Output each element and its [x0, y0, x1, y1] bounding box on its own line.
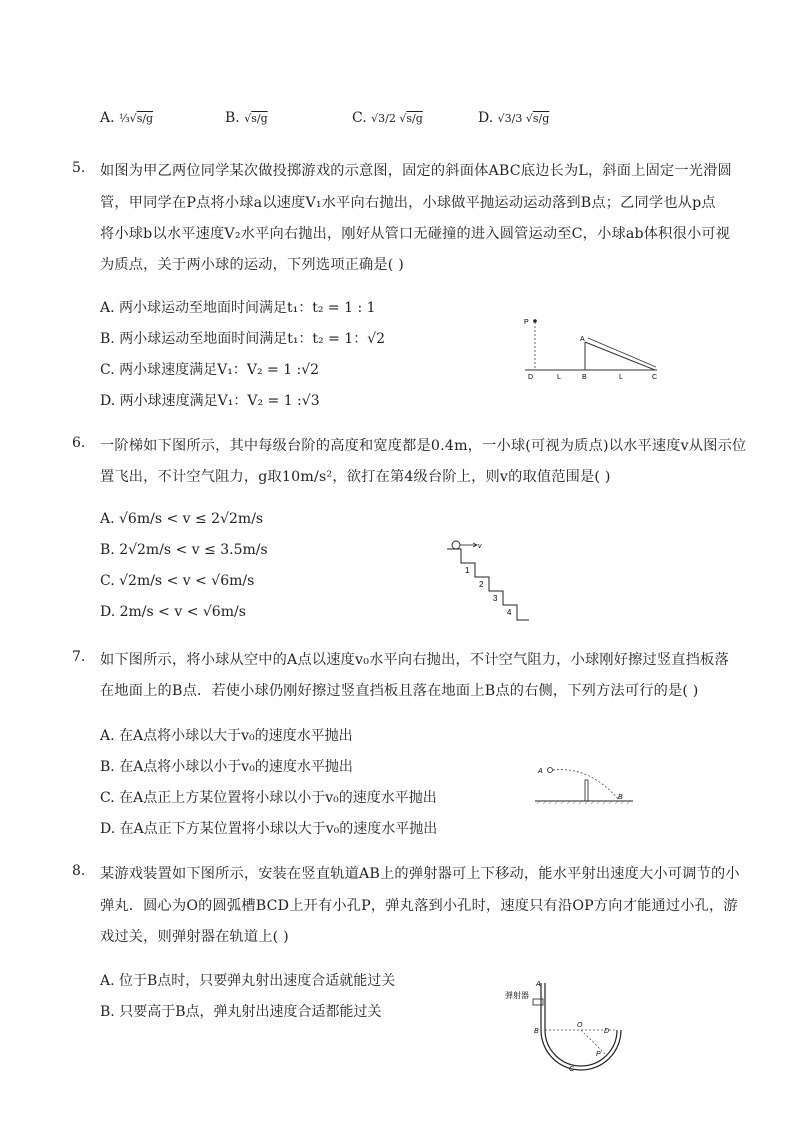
q5-option-a: A. 两小球运动至地面时间满足t₁：t₂ = 1 : 1: [100, 300, 376, 316]
q7-option-d: D. 在A点正下方某位置将小球以大于v₀的速度水平抛出: [100, 821, 438, 837]
q7-option-b: B. 在A点将小球以小于v₀的速度水平抛出: [100, 759, 353, 775]
q8-option-a: A. 位于B点时，只要弹丸射出速度合适就能过关: [100, 973, 396, 989]
q4-option-d: D. √3/3 √s/g: [478, 110, 550, 126]
q8-radius-op: [581, 1030, 605, 1054]
q7-line-2: 在地面上的B点．若使小球仍刚好擦过竖直挡板且落在地面上B点的右侧，下列方法可行的是( ): [100, 683, 699, 699]
q8-arc-bcd-outer: [541, 1030, 621, 1070]
q8-label-p: P: [596, 1051, 601, 1058]
q5-label-l2: L: [619, 374, 623, 381]
q7-number: 7.: [72, 649, 86, 665]
q5-line-4: 为质点，关于两小球的运动，下列选项正确是( ): [100, 257, 404, 273]
q4-option-a-value: ⅓√s/g: [119, 112, 154, 125]
q6-option-d: D. 2m/s < v < √6m/s: [100, 604, 246, 620]
q4-option-c: C. √3/2 √s/g: [352, 110, 423, 126]
q7-line-1: 如下图所示，将小球从空中的A点以速度v₀水平向右抛出，不计空气阻力，小球刚好擦过竖直挡板落: [100, 652, 729, 668]
q6-step-2: 2: [479, 580, 484, 589]
q5-figure: [515, 312, 665, 384]
q6-line-1: 一阶梯如下图所示，其中每级台阶的高度和宽度都是0.4m，一小球(可视为质点)以水平速度v从图示位: [100, 438, 747, 454]
q8-number: 8.: [72, 863, 86, 879]
q6-number: 6.: [72, 435, 86, 451]
q5-label-b: B: [582, 374, 587, 381]
q5-option-d: D. 两小球速度满足V₁：V₂ = 1 :√3: [100, 393, 320, 409]
q8-line-1: 某游戏装置如下图所示，安装在竖直轨道AB上的弹射器可上下移动，能水平射出速度大小可调节的小: [100, 866, 740, 882]
q7-board: [585, 780, 588, 801]
q5-label-a: A: [580, 336, 585, 343]
q8-line-3: 戏过关，则弹射器在轨道上( ): [100, 929, 289, 945]
q5-tube: [588, 338, 656, 367]
q5-label-p: P: [524, 319, 529, 326]
q6-steps: [447, 549, 529, 620]
q5-option-b: B. 两小球运动至地面时间满足t₁：t₂ = 1：√2: [100, 331, 386, 347]
q7-figure: [535, 760, 635, 810]
q4-option-c-value: √3/2 √s/g: [371, 112, 423, 125]
q5-number: 5.: [72, 160, 86, 176]
q6-step-1: 1: [465, 566, 470, 575]
q8-label-b: B: [534, 1028, 539, 1035]
q5-label-d: D: [528, 374, 534, 381]
q8-line-2: 弹丸．圆心为O的圆弧槽BCD上开有小孔P，弹丸落到小孔时，速度只有沿OP方向才能通过小孔，游: [100, 898, 738, 914]
q6-step-4: 4: [507, 608, 512, 617]
q5-line-3: 将小球b以水平速度V₂水平向右抛出，刚好从管口无碰撞的进入圆管运动至C，小球ab体积很小可视: [100, 226, 731, 242]
q6-option-a: A. √6m/s < v ≤ 2√2m/s: [100, 511, 264, 527]
q5-label-l1: L: [557, 374, 561, 381]
q4-option-b-value: √s/g: [244, 112, 268, 125]
q7-option-a: A. 在A点将小球以大于v₀的速度水平抛出: [100, 728, 353, 744]
q5-line-1: 如图为甲乙两位同学某次做投掷游戏的示意图，固定的斜面体ABC底边长为L，斜面上固定一光滑圆: [100, 163, 732, 179]
q4-option-b: B. √s/g: [225, 110, 268, 126]
q6-stairs-figure: [445, 538, 535, 626]
q5-option-c: C. 两小球速度满足V₁：V₂ = 1 :√2: [100, 362, 320, 378]
q6-option-b: B. 2√2m/s < v ≤ 3.5m/s: [100, 542, 268, 558]
q8-label-launcher: 弹射器: [505, 991, 529, 1000]
q8-label-o: O: [577, 1022, 583, 1029]
q8-label-c: C: [569, 1066, 575, 1073]
q4-option-d-value: √3/3 √s/g: [497, 112, 550, 125]
q7-label-b: B: [618, 794, 623, 801]
q6-option-c: C. √2m/s < v < √6m/s: [100, 573, 255, 589]
q8-label-a: A: [536, 981, 541, 988]
q6-line-2: 置飞出，不计空气阻力，g取10m/s²，欲打在第4级台阶上，则v的取值范围是( ): [100, 469, 611, 485]
q8-option-b: B. 只要高于B点，弹丸射出速度合适都能过关: [100, 1004, 382, 1020]
q7-option-c: C. 在A点正上方某位置将小球以小于v₀的速度水平抛出: [100, 790, 437, 806]
q8-figure: [505, 978, 625, 1073]
q5-label-c: C: [652, 374, 658, 381]
q5-incline-ac: [585, 342, 655, 370]
q5-line-2: 管，甲同学在P点将小球a以速度V₁水平向右抛出，小球做平抛运动运动落到B点；乙同学也从p点: [100, 195, 716, 211]
q6-step-3: 3: [493, 594, 498, 603]
q7-ball: [548, 768, 553, 773]
q7-label-a: A: [538, 768, 543, 775]
q7-trajectory: [553, 770, 619, 800]
q8-label-d: D: [604, 1028, 610, 1035]
q6-ball: [452, 541, 460, 549]
q4-option-a: A. ⅓√s/g: [100, 110, 154, 126]
q6-label-v: v: [478, 543, 482, 550]
